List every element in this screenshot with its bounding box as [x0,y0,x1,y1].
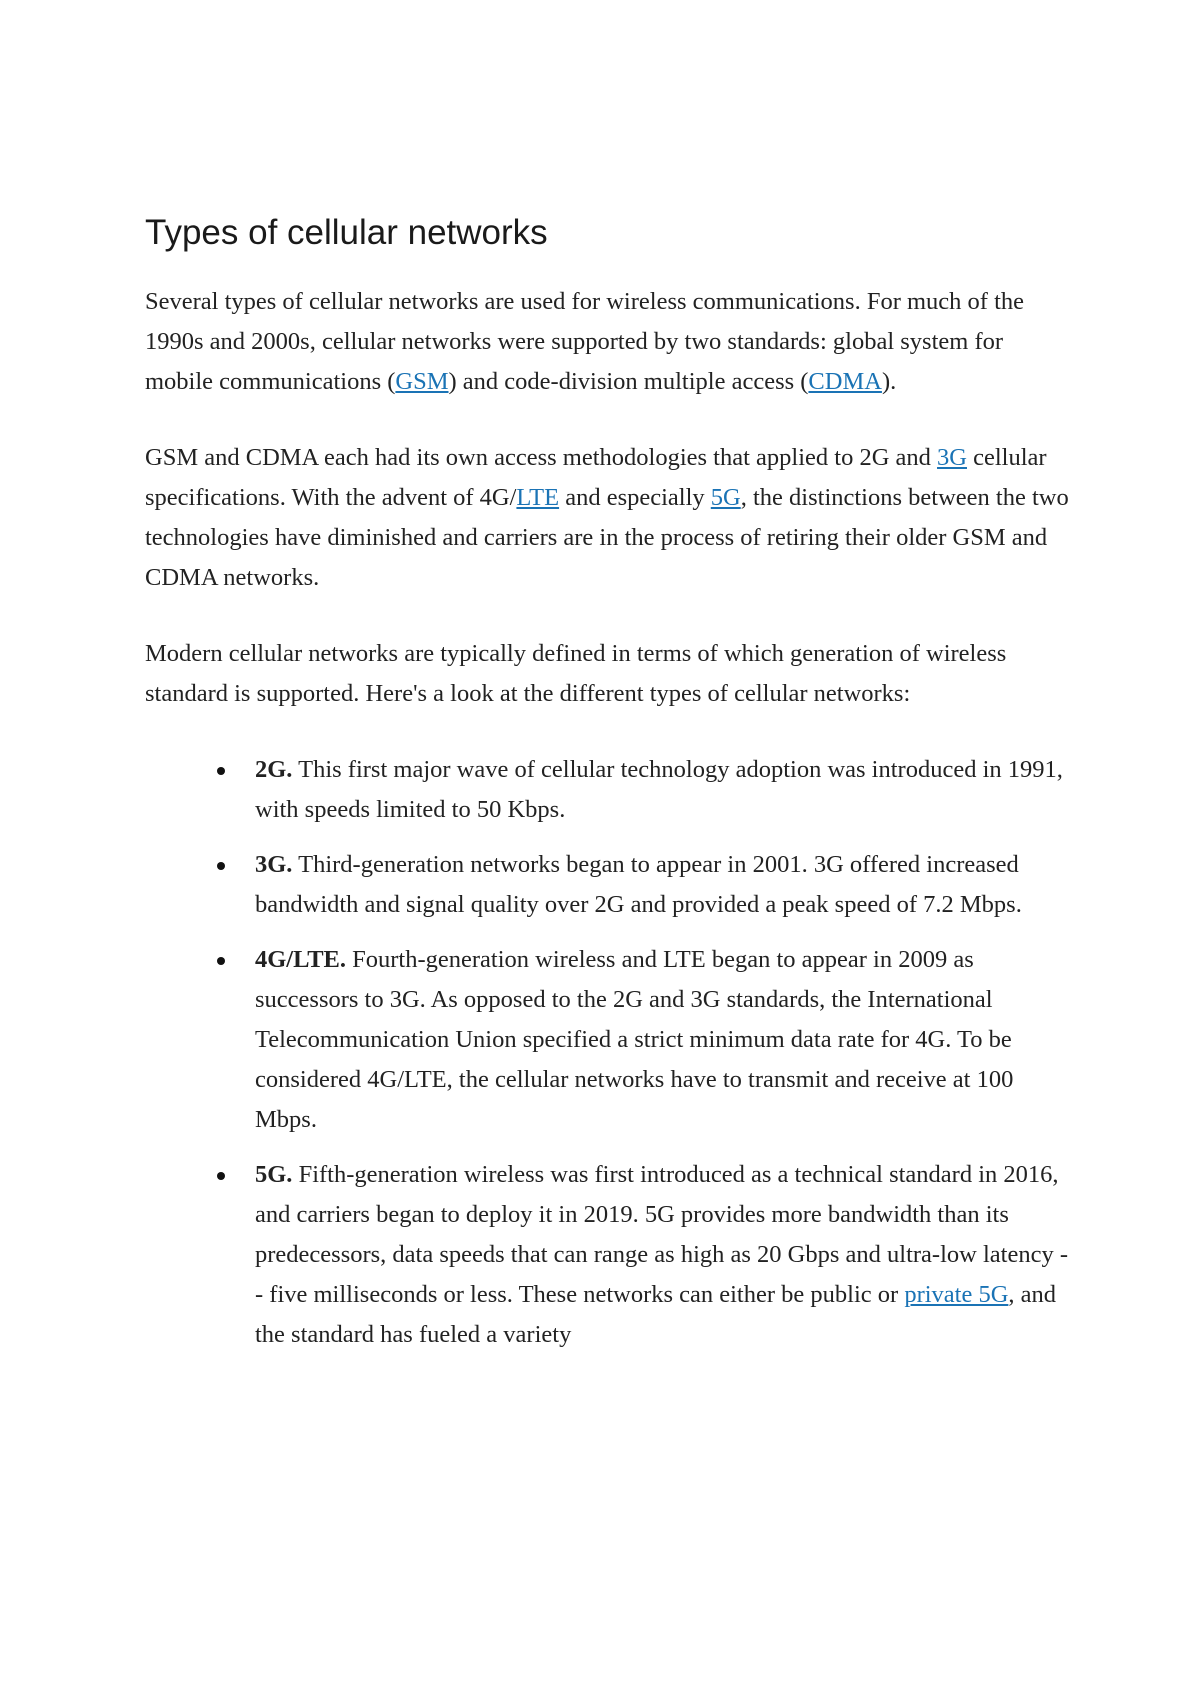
bullet-icon [217,862,225,870]
link-5g[interactable]: 5G [710,484,741,511]
paragraph-text: , the distinctions between the two technologies have diminished and carriers are in the process of retiring their older GSM and CDMA networks. [145,484,1069,591]
list-item-4g-lte [255,940,1075,1140]
bullet-icon [217,767,225,775]
document-page [145,210,1075,1370]
list-item-text: This first major wave of cellular technology adoption was introduced in 1991, with speeds limited to 50 Kbps. [255,756,1063,823]
list-item-text: Fifth-generation wireless was first introduced as a technical standard in 2016, and carriers began to deploy it in 2019. 5G provides more bandwidth than its predecessors, data speeds that can range as high as 20 Gbps and ultra-low latency -- five milliseconds or less. These networks can either be public or [255,1161,1068,1308]
link-cdma[interactable]: CDMA [808,368,882,395]
list-item-2g [255,750,1075,830]
bullet-icon [217,1172,225,1180]
list-item-text: Third-generation networks began to appear in 2001. 3G offered increased bandwidth and signal quality over 2G and provided a peak speed of 7.2 Mbps. [255,851,1022,918]
link-3g[interactable]: 3G [937,444,967,471]
paragraph-text: ). [881,368,897,395]
paragraph-text: GSM and CDMA each had its own access methodologies that applied to 2G and [145,444,938,471]
paragraph-text: and especially [559,484,711,511]
list-item-text: , and the standard has fueled a variety [255,1281,1057,1348]
paragraph-intro [145,282,1075,402]
link-private-5g[interactable]: private 5G [904,1281,1009,1308]
paragraph-modern: Modern cellular networks are typically defined in terms of which generation of wireless standard is supported. Here's a look at the different types of cellular networks: [145,640,1007,707]
list-item-3g [255,845,1075,925]
generations-list [145,750,1075,1355]
paragraph-text: cellular specifications. With the advent of 4G/ [145,444,1047,511]
paragraph-text: Several types of cellular networks are used for wireless communications. For much of the 1990s and 2000s, cellular networks were supported by two standards: global system for mobile communications ( [145,288,1025,395]
link-gsm[interactable]: GSM [395,368,449,395]
paragraph-text: ) and code-division multiple access ( [448,368,809,395]
paragraph-gsm-cdma [145,438,1075,598]
link-lte[interactable]: LTE [516,484,560,511]
list-item-5g [255,1155,1075,1355]
list-item-label: 2G. [255,756,293,783]
list-item-label: 3G. [255,851,293,878]
list-item-label: 4G/LTE. [255,946,347,973]
bullet-icon [217,957,225,965]
list-item-label: 5G. [255,1161,293,1188]
page-title: Types of cellular networks [145,213,548,252]
list-item-text: Fourth-generation wireless and LTE began to appear in 2009 as successors to 3G. As opposed to the 2G and 3G standards, the International Telecommunication Union specified a strict minimum data rate for 4G. To be considered 4G/LTE, the cellular networks have to transmit and receive at 100 Mbps. [255,946,1014,1133]
